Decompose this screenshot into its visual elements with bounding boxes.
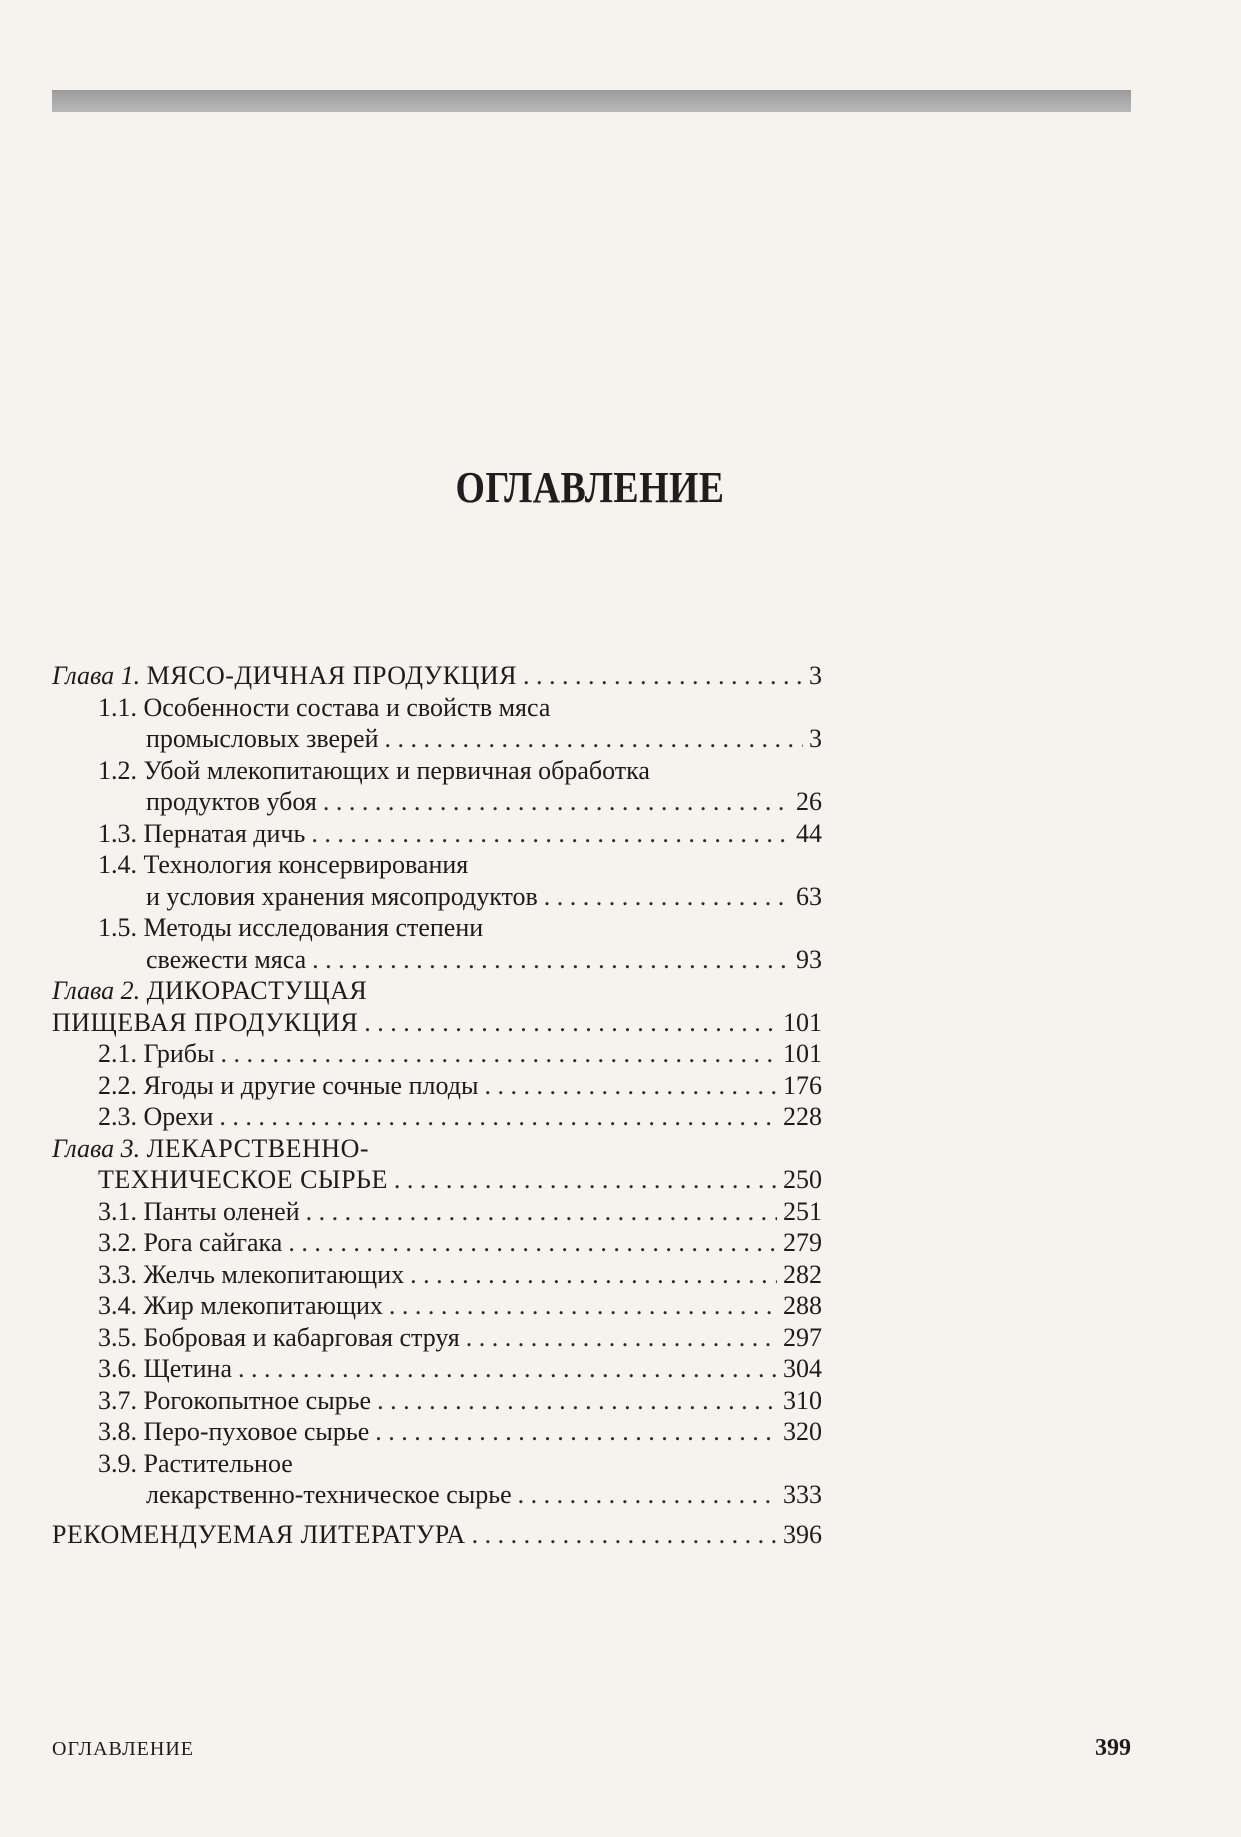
dot-leader [221,1038,777,1070]
toc-section-1-5[interactable] [52,944,822,976]
page-footer [52,1735,1131,1762]
section-title: 2.1. Грибы [98,1039,215,1068]
toc-section-3-1[interactable] [52,1196,822,1228]
toc-chapter-2[interactable] [52,1007,822,1039]
dot-leader [523,660,803,692]
page-ref: 44 [796,818,822,848]
running-head: ОГЛАВЛЕНИЕ [52,1738,194,1760]
dot-leader [484,1070,777,1102]
toc-section-1-3[interactable] [52,818,822,850]
dot-leader [288,1227,777,1259]
toc-chapter-3[interactable] [52,1164,822,1196]
dot-leader [312,944,790,976]
page-ref: 93 [796,944,822,974]
toc-chapter-2-line1[interactable] [52,975,822,1007]
section-title: 3.7. Рогокопытное сырье [98,1385,372,1415]
toc-section-1-1-line1[interactable]: 1.1. Особенности состава и свойств мяса [98,692,551,722]
toc-section-1-4[interactable] [52,881,822,913]
page-ref: 101 [783,1007,822,1037]
toc-section-2-3[interactable] [52,1101,822,1133]
section-title: промысловых зверей [146,724,379,753]
dot-leader [364,1007,777,1039]
section-title: 2.2. Ягоды и другие сочные плоды [98,1070,479,1100]
page-ref: 279 [783,1228,822,1257]
section-title: 3.2. Рога сайгака [98,1228,283,1257]
section-title: 2.3. Орехи [98,1102,214,1131]
dot-leader [219,1101,777,1133]
chapter-label: Глава 2. [52,976,141,1005]
toc-section-1-2[interactable] [52,786,822,818]
dot-leader [311,818,790,850]
page-title: ОГЛАВЛЕНИЕ [455,463,725,512]
page-ref: 320 [783,1417,822,1446]
dot-leader [466,1322,777,1354]
page-ref: 3 [809,724,822,753]
toc-section-1-1[interactable] [52,723,822,755]
chapter-title: ТЕХНИЧЕСКОЕ СЫРЬЕ [98,1165,388,1194]
toc-chapter-1[interactable] [52,660,822,692]
dot-leader [306,1196,777,1228]
page-number: 399 [1095,1735,1131,1761]
toc-section-3-3[interactable] [52,1259,822,1291]
section-title: 3.5. Бобровая и кабарговая струя [98,1322,460,1352]
section-title: свежести мяса [146,944,307,974]
page-ref: 228 [783,1102,822,1131]
dot-leader [377,1385,777,1417]
section-title: 3.6. Щетина [98,1354,232,1383]
section-title: 1.3. Пернатая дичь [98,818,306,848]
section-title: и условия хранения мясопродуктов [146,881,538,911]
page-ref: 251 [783,1196,822,1226]
dot-leader [410,1259,777,1291]
toc-section-1-2-line1[interactable]: 1.2. Убой млекопитающих и первичная обработка [98,755,650,785]
page-ref: 3 [809,661,822,690]
dot-leader [394,1164,777,1196]
toc-section-3-9-line1[interactable]: 3.9. Растительное [98,1448,293,1478]
chapter-title: ЛЕКАРСТВЕННО- [146,1133,370,1163]
page-ref: 26 [796,787,822,816]
dot-leader [389,1290,777,1322]
section-title: 3.4. Жир млекопитающих [98,1291,383,1320]
dot-leader [375,1416,777,1448]
toc-recommended-literature[interactable] [52,1519,822,1551]
section-title: продуктов убоя [146,787,317,816]
dot-leader [385,723,804,755]
toc-section-1-4-line1[interactable]: 1.4. Технология консервирования [98,850,469,879]
chapter-title: ПИЩЕВАЯ ПРОДУКЦИЯ [52,1007,359,1037]
table-of-contents [52,660,822,1550]
dot-leader [544,881,790,913]
chapter-label: Глава 1. [52,661,141,690]
section-title: 3.3. Желчь млекопитающих [98,1259,405,1289]
page-ref: 282 [783,1259,822,1289]
dot-leader [472,1519,777,1551]
page-header-bar [52,90,1131,112]
toc-section-3-6[interactable] [52,1353,822,1385]
chapter-label: Глава 3. [52,1133,141,1163]
page-ref: 101 [783,1039,822,1068]
section-title: 3.1. Панты оленей [98,1196,300,1226]
toc-section-2-1[interactable] [52,1038,822,1070]
page-ref: 396 [783,1519,822,1549]
toc-section-3-7[interactable] [52,1385,822,1417]
section-title: 3.8. Перо-пуховое сырье [98,1417,370,1446]
dot-leader [323,786,790,818]
page-ref: 310 [783,1385,822,1415]
page-ref: 304 [783,1354,822,1383]
toc-section-3-9[interactable] [52,1479,822,1511]
section-title: лекарственно-техническое сырье [146,1480,512,1509]
toc-section-3-5[interactable] [52,1322,822,1354]
toc-section-1-5-line1[interactable]: 1.5. Методы исследования степени [98,913,484,942]
page-ref: 63 [796,881,822,911]
chapter-title: РЕКОМЕНДУЕМАЯ ЛИТЕРАТУРА [52,1519,466,1549]
chapter-title: ДИКОРАСТУЩАЯ [146,976,368,1005]
toc-chapter-3-line1[interactable] [52,1133,822,1165]
toc-section-3-8[interactable] [52,1416,822,1448]
toc-section-2-2[interactable] [52,1070,822,1102]
dot-leader [518,1479,777,1511]
page-ref: 288 [783,1291,822,1320]
toc-section-3-2[interactable] [52,1227,822,1259]
page-ref: 250 [783,1165,822,1194]
chapter-title: МЯСО-ДИЧНАЯ ПРОДУКЦИЯ [146,661,517,690]
page-ref: 333 [783,1480,822,1509]
toc-section-3-4[interactable] [52,1290,822,1322]
page-ref: 297 [783,1322,822,1352]
page-ref: 176 [783,1070,822,1100]
dot-leader [238,1353,777,1385]
